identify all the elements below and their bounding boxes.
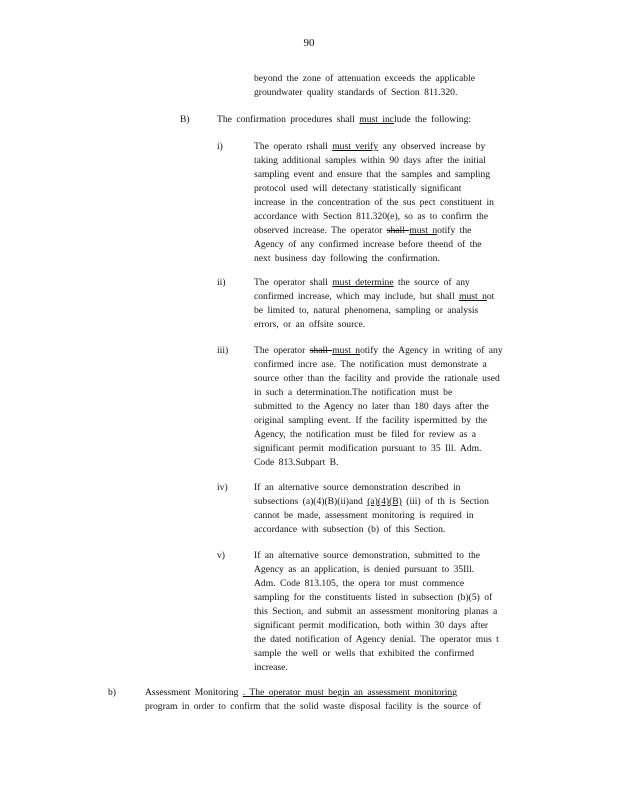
section-B-text: The confirmation procedures shall must include the following: [217, 114, 472, 125]
item-iv-line: accordance with subsection (b) of this Section. [254, 524, 446, 535]
item-iv-line: If an alternative source demonstration described in [254, 482, 461, 493]
item-iii-line: confirmed incre ase. The notification must demonstrate a [254, 359, 487, 370]
item-ii-line: The operator shall must determine the source of any [254, 277, 470, 288]
item-iii-line: in such a determination.The notification must be [254, 387, 453, 398]
item-v-line: Agency as an application, is denied pursuant to 35Ill. [254, 564, 475, 575]
item-iii-line: submitted to the Agency no later than 180 days after the [254, 401, 489, 412]
inserted-text: . The operator must begin an assessment monitoring [242, 687, 458, 698]
item-iii-line: significant permit modification pursuant to 35 Ill. Adm. [254, 443, 482, 454]
item-v-line: Adm. Code 813.105, the opera tor must commence [254, 578, 465, 589]
item-v-line: If an alternative source demonstration, submitted to the [254, 550, 481, 561]
item-i-line: next business day following the confirmation. [254, 253, 440, 264]
inserted-text: must n [332, 345, 361, 356]
item-label-i: i) [217, 141, 223, 152]
item-iii-line: original sampling event. If the facility ispermitted by the [254, 415, 488, 426]
item-i-line: The operato rshall must verify any observed increase by [254, 141, 486, 152]
inserted-text: (a)(4)(B) [367, 496, 402, 507]
item-iv-line: subsections (a)(4)(B)(ii)and (a)(4)(B) (iii) of th is Section [254, 496, 489, 507]
item-v-line: significant permit modification, both within 30 days after [254, 620, 489, 631]
item-i-line: accordance with Section 811.320(e), so as to confirm the [254, 211, 489, 222]
inserted-text: must determine [332, 277, 394, 288]
item-label-ii: ii) [217, 277, 226, 288]
section-label-b: b) [108, 687, 116, 698]
inserted-text: must n [409, 225, 438, 236]
item-v-line: the dated notification of Agency denial. The operator mus t [254, 634, 499, 645]
item-ii-line: confirmed increase, which may include, but shall must not [254, 291, 495, 302]
item-label-v: v) [217, 550, 225, 561]
item-v-line: sample the well or wells that exhibited the confirmed [254, 648, 475, 659]
section-label-B: B) [180, 114, 190, 125]
item-i-line: observed increase. The operator shall must notify the [254, 225, 472, 236]
page-number: 90 [303, 37, 315, 49]
deleted-text: shall [309, 345, 333, 356]
continuation-line-1: beyond the zone of attenuation exceeds the applicable [254, 73, 475, 84]
continuation-line-2: groundwater quality standards of Section 811.320. [254, 87, 458, 98]
item-label-iv: iv) [217, 482, 228, 493]
item-i-line: Agency of any confirmed increase before theend of the [254, 239, 482, 250]
item-ii-line: errors, or an offsite source. [254, 319, 366, 330]
inserted-text: must n [459, 291, 487, 302]
item-iii-line: source other than the facility and provide the rationale used [254, 373, 500, 384]
item-i-line: sampling event and ensure that the samples and sampling [254, 169, 491, 180]
section-b-line: program in order to confirm that the solid waste disposal facility is the source of [145, 701, 481, 712]
item-v-line: this Section, and submit an assessment monitoring planas a [254, 606, 498, 617]
item-iv-line: cannot be made, assessment monitoring is required in [254, 510, 474, 521]
item-i-line: protocol used will detectany statistically significant [254, 183, 462, 194]
item-i-line: taking additional samples within 90 days after the initial [254, 155, 486, 166]
item-v-line: sampling for the constituents listed in subsection (b)(5) of [254, 592, 493, 603]
deleted-text: shall [386, 225, 410, 236]
inserted-text: must inc [359, 114, 395, 125]
item-iii-line: Agency, the notification must be filed for review as a [254, 429, 476, 440]
item-i-line: increase in the concentration of the sus pect constituent in [254, 197, 494, 208]
inserted-text: must verify [332, 141, 379, 152]
section-b-line: Assessment Monitoring . The operator must begin an assessment monitoring [145, 687, 458, 698]
item-label-iii: iii) [217, 345, 229, 356]
item-v-line: increase. [254, 662, 288, 673]
item-iii-line: The operator shall must notify the Agency in writing of any [254, 345, 503, 356]
item-ii-line: be limited to, natural phenomena, sampling or analysis [254, 305, 479, 316]
item-iii-line: Code 813.Subpart B. [254, 457, 339, 468]
